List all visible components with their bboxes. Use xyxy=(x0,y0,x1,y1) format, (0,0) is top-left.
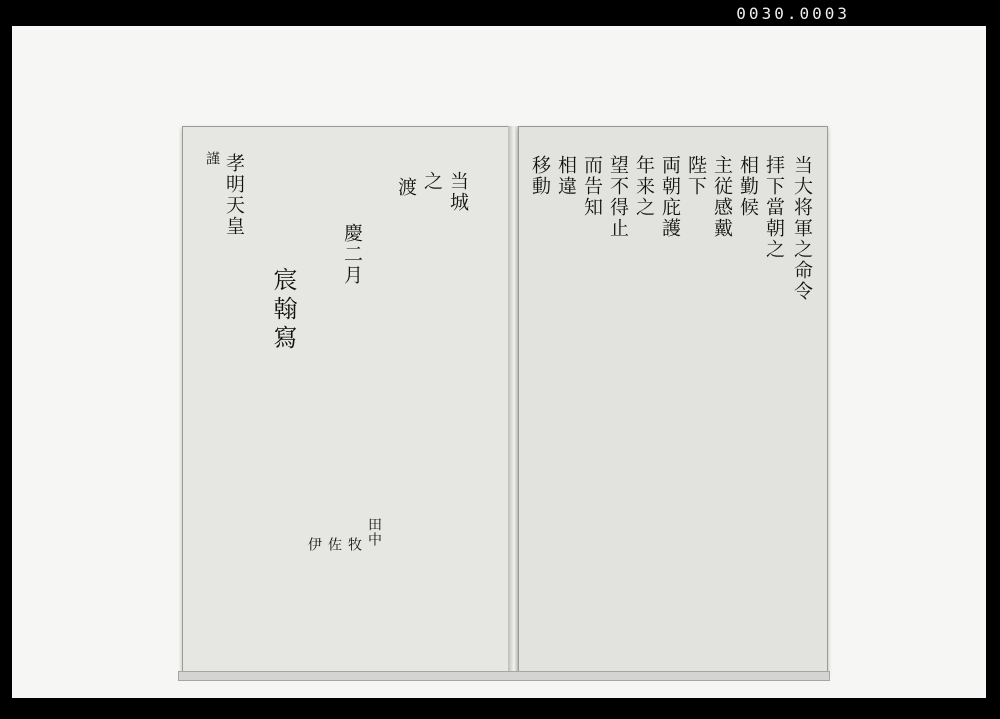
right-page-column: 両朝庇護 xyxy=(659,155,681,239)
right-page-column: 相違 xyxy=(555,155,577,197)
left-page-title: 宸翰寫 xyxy=(269,267,297,354)
left-page xyxy=(182,126,512,673)
right-page-column: 主従感戴 xyxy=(711,155,733,239)
right-page-column: 陛下 xyxy=(685,155,707,197)
right-page-column: 而告知 xyxy=(581,155,603,218)
right-page-column: 当大将軍之命令 xyxy=(791,155,813,302)
left-page-column: 孝明天皇 xyxy=(223,153,245,237)
left-page-column: 佐 xyxy=(326,537,342,552)
right-page-column: 拝下當朝之 xyxy=(763,155,785,260)
left-page-column: 田中 xyxy=(366,517,382,547)
left-page-column: 渡 xyxy=(395,177,417,198)
left-page-column: 当城 xyxy=(447,171,469,213)
scan-area xyxy=(12,26,986,698)
left-page-column: 伊 xyxy=(306,537,322,552)
frame-number: 0030.0003 xyxy=(736,4,850,23)
right-page-column: 移動 xyxy=(529,155,551,197)
right-page-column: 相勤候 xyxy=(737,155,759,218)
right-page xyxy=(518,126,828,673)
left-page-column: 慶二月 xyxy=(341,223,363,286)
page-bottom-edge xyxy=(178,671,830,681)
left-page-column: 之 xyxy=(421,171,443,192)
left-page-column: 謹 xyxy=(204,151,220,166)
right-page-column: 年来之 xyxy=(633,155,655,218)
open-book xyxy=(172,126,842,681)
right-page-column: 望不得止 xyxy=(607,155,629,239)
left-page-column: 牧 xyxy=(346,537,362,552)
